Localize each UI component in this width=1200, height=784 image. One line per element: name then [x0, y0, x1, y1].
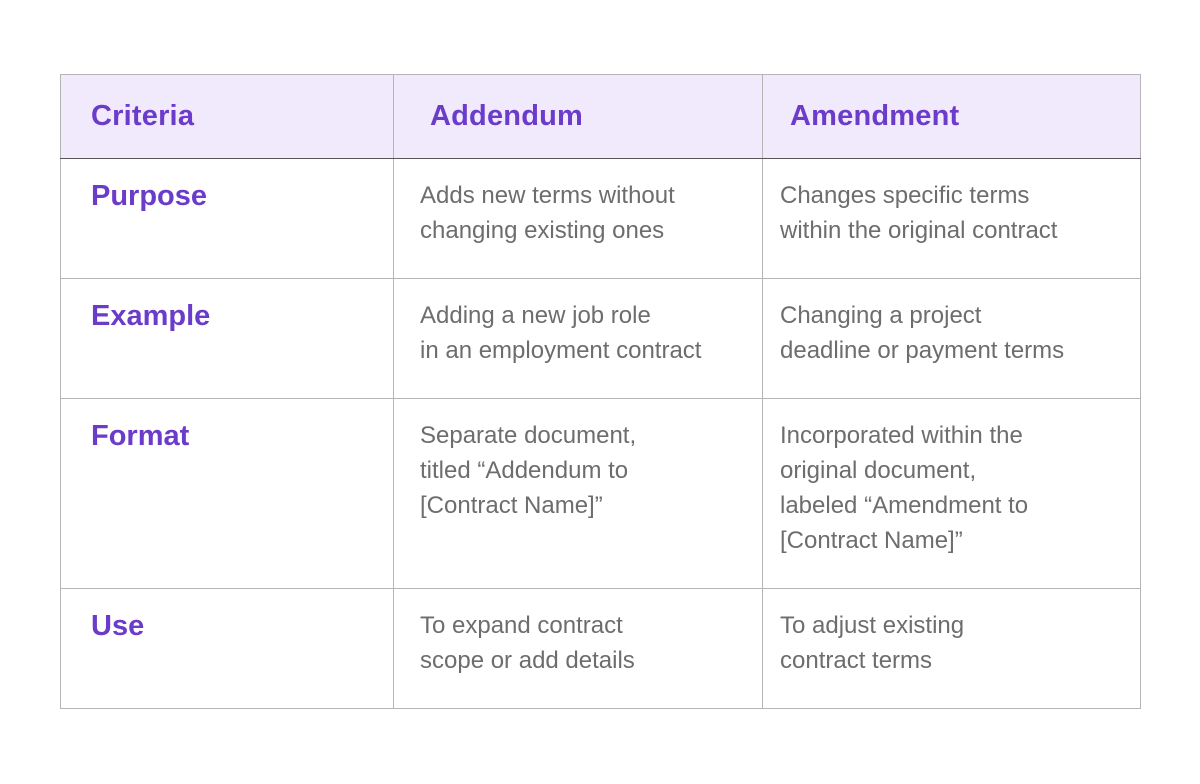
cell-format-amendment: Incorporated within the original document, labeled “Amendment to [Contract Name]” — [763, 399, 1141, 589]
table-row-example — [61, 279, 1141, 399]
row-label-use: Use — [61, 589, 394, 709]
row-label-purpose: Purpose — [61, 159, 394, 279]
cell-purpose-amendment: Changes specific terms within the original contract — [763, 159, 1141, 279]
cell-example-addendum: Adding a new job role in an employment contract — [394, 279, 763, 399]
header-addendum: Addendum — [394, 75, 763, 159]
table-row-use — [61, 589, 1141, 709]
cell-example-amendment: Changing a project deadline or payment terms — [763, 279, 1141, 399]
table-row-format — [61, 399, 1141, 589]
table-row-purpose — [61, 159, 1141, 279]
cell-use-amendment: To adjust existing contract terms — [763, 589, 1141, 709]
cell-use-addendum: To expand contract scope or add details — [394, 589, 763, 709]
row-label-format: Format — [61, 399, 394, 589]
comparison-table — [60, 74, 1141, 709]
table-header-row — [61, 75, 1141, 159]
cell-format-addendum: Separate document, titled “Addendum to [Contract Name]” — [394, 399, 763, 589]
row-label-example: Example — [61, 279, 394, 399]
header-criteria: Criteria — [61, 75, 394, 159]
header-amendment: Amendment — [763, 75, 1141, 159]
cell-purpose-addendum: Adds new terms without changing existing ones — [394, 159, 763, 279]
